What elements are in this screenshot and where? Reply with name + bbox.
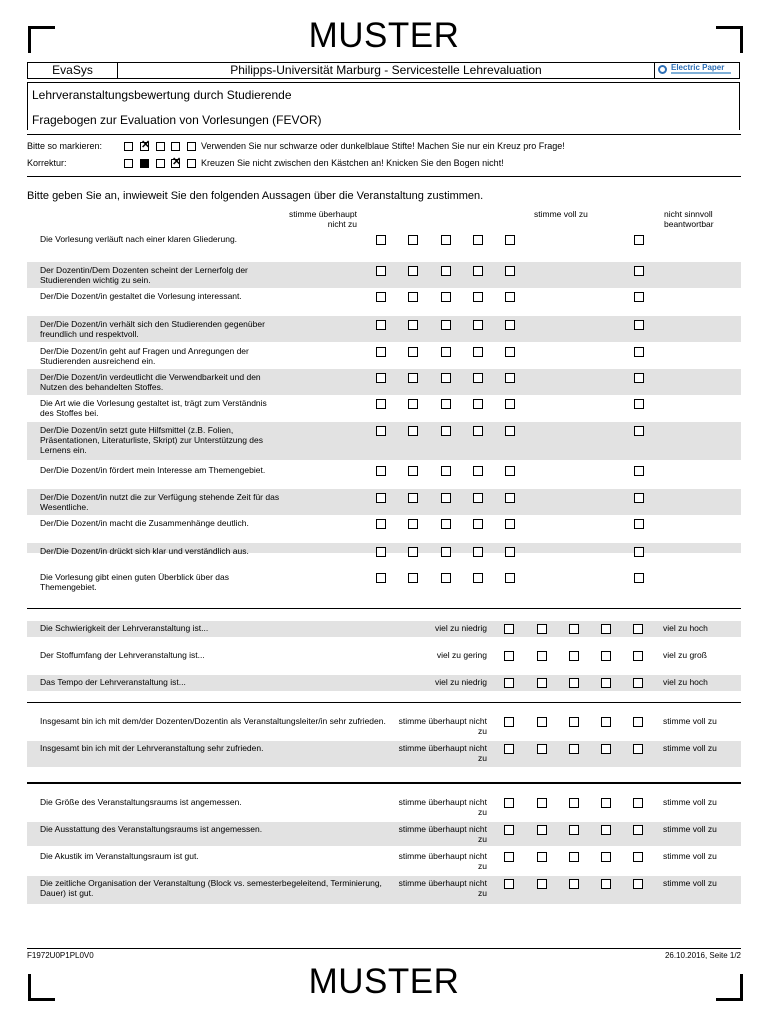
rating-checkbox-4[interactable]: [473, 235, 483, 245]
scale-checkbox-2[interactable]: [537, 825, 547, 835]
question-row: [27, 231, 741, 253]
scale-left-label: stimme überhaupt nicht zu: [398, 824, 487, 844]
not-applicable-checkbox[interactable]: [634, 426, 644, 436]
scale-checkbox-4[interactable]: [601, 852, 611, 862]
scale-right-label: stimme voll zu: [663, 797, 717, 807]
rating-checkbox-2[interactable]: [408, 320, 418, 330]
scale-checkbox-4[interactable]: [601, 717, 611, 727]
scale-checkbox-2[interactable]: [537, 798, 547, 808]
rating-checkbox-5[interactable]: [505, 519, 515, 529]
scale-checkbox-1[interactable]: [504, 678, 514, 688]
scale-checkbox-2[interactable]: [537, 744, 547, 754]
scale-checkbox-1[interactable]: [504, 798, 514, 808]
electric-paper-logo: [655, 63, 739, 78]
scale-row: [27, 741, 741, 767]
rating-checkbox-1[interactable]: [376, 347, 386, 357]
question-row: [27, 543, 741, 556]
rating-checkbox-5[interactable]: [505, 493, 515, 503]
question-row: [27, 316, 741, 342]
scale-checkbox-5[interactable]: [633, 879, 643, 889]
not-applicable-checkbox[interactable]: [634, 466, 644, 476]
rating-checkbox-3[interactable]: [441, 519, 451, 529]
scale-checkbox-2[interactable]: [537, 717, 547, 727]
scale-checkbox-1[interactable]: [504, 825, 514, 835]
rating-checkbox-5[interactable]: [505, 399, 515, 409]
scale-checkbox-2[interactable]: [537, 624, 547, 634]
question-text: Der/Die Dozent/in setzt gute Hilfsmittel (z.B. Folien, Präsentationen, Literaturliste, Skript) zur Unterstützung des Lernens ein.: [40, 425, 263, 455]
scale-checkbox-3[interactable]: [569, 798, 579, 808]
not-applicable-checkbox[interactable]: [634, 320, 644, 330]
form-title: Lehrveranstaltungsbewertung durch Studierende: [32, 88, 292, 102]
not-applicable-checkbox[interactable]: [634, 235, 644, 245]
question-text: Der/Die Dozent/in verhält sich den Studierenden gegenüber freundlich und respektvoll.: [40, 319, 265, 339]
question-row: [27, 422, 741, 460]
rating-checkbox-3[interactable]: [441, 235, 451, 245]
rating-checkbox-4[interactable]: [473, 493, 483, 503]
watermark-bottom: MUSTER: [308, 962, 460, 1001]
scale-checkbox-4[interactable]: [601, 744, 611, 754]
scale-question-text: Die Akustik im Veranstaltungsraum ist gut.: [40, 851, 199, 861]
scale-checkbox-1[interactable]: [504, 879, 514, 889]
not-applicable-checkbox[interactable]: [634, 292, 644, 302]
scale-checkbox-4[interactable]: [601, 798, 611, 808]
scale-checkbox-3[interactable]: [569, 717, 579, 727]
rating-checkbox-4[interactable]: [473, 347, 483, 357]
rating-checkbox-1[interactable]: [376, 266, 386, 276]
rating-checkbox-3[interactable]: [441, 466, 451, 476]
scale-left-label: viel zu niedrig: [435, 623, 487, 633]
scale-checkbox-5[interactable]: [633, 624, 643, 634]
scale-right-label: viel zu hoch: [663, 677, 708, 687]
rating-checkbox-5[interactable]: [505, 235, 515, 245]
header-bar: [27, 62, 740, 79]
rating-checkbox-4[interactable]: [473, 573, 483, 583]
scale-right-label: viel zu groß: [663, 650, 707, 660]
scale-right-label: viel zu hoch: [663, 623, 708, 633]
scale-question-text: Die Schwierigkeit der Lehrveranstaltung ist...: [40, 623, 209, 633]
scale-question-text: Insgesamt bin ich mit dem/der Dozenten/Dozentin als Veranstaltungsleiter/in sehr zufrieden.: [40, 716, 386, 726]
question-row: [27, 515, 741, 537]
rating-checkbox-2[interactable]: [408, 426, 418, 436]
rating-checkbox-1[interactable]: [376, 292, 386, 302]
rating-checkbox-3[interactable]: [441, 547, 451, 557]
scale-checkbox-1[interactable]: [504, 651, 514, 661]
watermark-top: MUSTER: [308, 16, 460, 55]
scale-left-label: stimme überhaupt nicht zu: [398, 743, 487, 763]
scale-checkbox-4[interactable]: [601, 678, 611, 688]
rating-checkbox-2[interactable]: [408, 292, 418, 302]
scale-checkbox-2[interactable]: [537, 879, 547, 889]
scale-checkbox-2[interactable]: [537, 651, 547, 661]
scale-checkbox-2[interactable]: [537, 852, 547, 862]
not-applicable-checkbox[interactable]: [634, 547, 644, 557]
question-text: Die Vorlesung gibt einen guten Überblick über das Themengebiet.: [40, 572, 230, 592]
question-text: Der/Die Dozent/in geht auf Fragen und Anregungen der Studierenden ausreichend ein.: [40, 346, 249, 366]
rating-checkbox-1[interactable]: [376, 235, 386, 245]
system-name: EvaSys: [28, 63, 118, 78]
not-applicable-checkbox[interactable]: [634, 399, 644, 409]
scale-left-label: stimme überhaupt nicht zu: [398, 797, 487, 817]
not-applicable-checkbox[interactable]: [634, 347, 644, 357]
question-row: [27, 395, 741, 421]
scale-right-label: stimme voll zu: [663, 878, 717, 888]
mark-label: Bitte so markieren:: [27, 141, 103, 151]
rating-checkbox-4[interactable]: [473, 466, 483, 476]
scale-checkbox-4[interactable]: [601, 651, 611, 661]
rating-checkbox-4[interactable]: [473, 320, 483, 330]
rating-checkbox-4[interactable]: [473, 373, 483, 383]
scale-right-label: stimme voll zu: [663, 824, 717, 834]
rating-checkbox-5[interactable]: [505, 547, 515, 557]
rating-checkbox-5[interactable]: [505, 466, 515, 476]
rating-checkbox-2[interactable]: [408, 399, 418, 409]
scale-checkbox-4[interactable]: [601, 624, 611, 634]
question-text: Die Art wie die Vorlesung gestaltet ist, trägt zum Verständnis des Stoffes bei.: [40, 398, 267, 418]
scale-row: [27, 714, 741, 738]
correction-instruction: Kreuzen Sie nicht zwischen den Kästchen an! Knicken Sie den Bogen nicht!: [201, 158, 504, 168]
rating-checkbox-3[interactable]: [441, 426, 451, 436]
question-row: [27, 369, 741, 395]
rating-checkbox-2[interactable]: [408, 573, 418, 583]
correction-example-cross: ✕: [172, 156, 182, 168]
scale-checkbox-5[interactable]: [633, 744, 643, 754]
question-row: [27, 262, 741, 288]
scale-checkbox-3[interactable]: [569, 852, 579, 862]
scale-question-text: Insgesamt bin ich mit der Lehrveranstaltung sehr zufrieden.: [40, 743, 264, 753]
section1-intro: Bitte geben Sie an, inwieweit Sie den folgenden Aussagen über die Veranstaltung zustimmen.: [27, 190, 484, 202]
form-code: F1972U0P1PL0V0: [27, 951, 94, 960]
scale-checkbox-3[interactable]: [569, 678, 579, 688]
scale-checkbox-5[interactable]: [633, 798, 643, 808]
rating-checkbox-4[interactable]: [473, 426, 483, 436]
question-row: [27, 343, 741, 369]
rating-checkbox-3[interactable]: [441, 292, 451, 302]
rating-checkbox-2[interactable]: [408, 519, 418, 529]
rating-checkbox-2[interactable]: [408, 266, 418, 276]
rating-checkbox-3[interactable]: [441, 573, 451, 583]
scale-row: [27, 822, 741, 846]
rating-checkbox-4[interactable]: [473, 547, 483, 557]
scale-checkbox-1[interactable]: [504, 852, 514, 862]
rating-checkbox-1[interactable]: [376, 320, 386, 330]
scale-row: [27, 675, 741, 691]
rating-checkbox-2[interactable]: [408, 547, 418, 557]
question-text: Der/Die Dozent/in macht die Zusammenhänge deutlich.: [40, 518, 249, 528]
rating-checkbox-3[interactable]: [441, 266, 451, 276]
question-row: [27, 462, 741, 488]
rating-checkbox-1[interactable]: [376, 547, 386, 557]
scale-checkbox-3[interactable]: [569, 651, 579, 661]
date-page: 26.10.2016, Seite 1/2: [664, 951, 741, 960]
scale-checkbox-3[interactable]: [569, 744, 579, 754]
col-header-left: stimme überhaupt nicht zu: [288, 209, 357, 229]
scale-question-text: Die Ausstattung des Veranstaltungsraums ist angemessen.: [40, 824, 263, 834]
scale-right-label: stimme voll zu: [663, 851, 717, 861]
scale-checkbox-3[interactable]: [569, 624, 579, 634]
rating-checkbox-5[interactable]: [505, 266, 515, 276]
scale-left-label: viel zu niedrig: [435, 677, 487, 687]
not-applicable-checkbox[interactable]: [634, 493, 644, 503]
correction-label: Korrektur:: [27, 158, 67, 168]
rating-checkbox-4[interactable]: [473, 266, 483, 276]
scale-checkbox-5[interactable]: [633, 651, 643, 661]
rating-checkbox-5[interactable]: [505, 292, 515, 302]
scale-row: [27, 876, 741, 904]
scale-checkbox-3[interactable]: [569, 879, 579, 889]
rating-checkbox-1[interactable]: [376, 466, 386, 476]
rating-checkbox-4[interactable]: [473, 292, 483, 302]
not-applicable-checkbox[interactable]: [634, 266, 644, 276]
form-subtitle: Fragebogen zur Evaluation von Vorlesungen (FEVOR): [32, 113, 322, 127]
rating-checkbox-3[interactable]: [441, 373, 451, 383]
rating-checkbox-3[interactable]: [441, 347, 451, 357]
scale-left-label: viel zu gering: [436, 650, 487, 660]
not-applicable-checkbox[interactable]: [634, 519, 644, 529]
rating-checkbox-3[interactable]: [441, 493, 451, 503]
question-text: Der Dozentin/Dem Dozenten scheint der Lernerfolg der Studierenden wichtig zu sein.: [40, 265, 248, 285]
rating-checkbox-5[interactable]: [505, 347, 515, 357]
rating-checkbox-1[interactable]: [376, 573, 386, 583]
logo-text: Electric Paper: [671, 63, 725, 72]
question-text: Der/Die Dozent/in gestaltet die Vorlesung interessant.: [40, 291, 242, 301]
rating-checkbox-1[interactable]: [376, 373, 386, 383]
scale-left-label: stimme überhaupt nicht zu: [398, 851, 487, 871]
scale-checkbox-2[interactable]: [537, 678, 547, 688]
scale-question-text: Der Stoffumfang der Lehrveranstaltung ist...: [40, 650, 205, 660]
question-text: Der/Die Dozent/in fördert mein Interesse am Themengebiet.: [40, 465, 266, 475]
rating-checkbox-2[interactable]: [408, 347, 418, 357]
scale-checkbox-4[interactable]: [601, 879, 611, 889]
rating-checkbox-1[interactable]: [376, 493, 386, 503]
rating-checkbox-2[interactable]: [408, 373, 418, 383]
scale-checkbox-1[interactable]: [504, 624, 514, 634]
rating-checkbox-5[interactable]: [505, 573, 515, 583]
col-header-na: nicht sinnvoll beantwortbar: [664, 209, 714, 229]
question-text: Der/Die Dozent/in verdeutlicht die Verwendbarkeit und den Nutzen des behandelten Stoffes.: [40, 372, 261, 392]
rating-checkbox-2[interactable]: [408, 235, 418, 245]
rating-checkbox-1[interactable]: [376, 519, 386, 529]
scale-row: [27, 648, 741, 664]
question-row: [27, 489, 741, 515]
scale-checkbox-5[interactable]: [633, 852, 643, 862]
scale-left-label: stimme überhaupt nicht zu: [398, 716, 487, 736]
scale-row: [27, 849, 741, 873]
question-text: Die Vorlesung verläuft nach einer klaren Gliederung.: [40, 234, 238, 244]
scale-checkbox-5[interactable]: [633, 717, 643, 727]
correction-example-filled: [140, 159, 149, 168]
rating-checkbox-4[interactable]: [473, 399, 483, 409]
question-text: Der/Die Dozent/in drückt sich klar und verständlich aus.: [40, 546, 249, 556]
scale-right-label: stimme voll zu: [663, 716, 717, 726]
institution-name: Philipps-Universität Marburg - Servicestelle Lehrevaluation: [118, 63, 655, 78]
scale-checkbox-3[interactable]: [569, 825, 579, 835]
question-text: Der/Die Dozent/in nutzt die zur Verfügung stehende Zeit für das Wesentliche.: [40, 492, 280, 512]
rating-checkbox-3[interactable]: [441, 399, 451, 409]
scale-checkbox-5[interactable]: [633, 678, 643, 688]
col-header-right: stimme voll zu: [534, 209, 588, 219]
scale-question-text: Das Tempo der Lehrveranstaltung ist...: [40, 677, 186, 687]
scale-checkbox-1[interactable]: [504, 744, 514, 754]
scale-row: [27, 795, 741, 819]
scale-question-text: Die zeitliche Organisation der Veranstaltung (Block vs. semesterbegeleitend, Terminierung, Dauer) ist gut.: [40, 878, 382, 898]
rating-checkbox-1[interactable]: [376, 426, 386, 436]
mark-example-cross: ✕: [141, 139, 151, 151]
rating-checkbox-3[interactable]: [441, 320, 451, 330]
mark-instruction: Verwenden Sie nur schwarze oder dunkelblaue Stifte! Machen Sie nur ein Kreuz pro Frage!: [201, 141, 565, 151]
rating-checkbox-5[interactable]: [505, 426, 515, 436]
rating-checkbox-1[interactable]: [376, 399, 386, 409]
rating-checkbox-4[interactable]: [473, 519, 483, 529]
scale-left-label: stimme überhaupt nicht zu: [398, 878, 487, 898]
question-row: [27, 569, 741, 595]
scale-checkbox-1[interactable]: [504, 717, 514, 727]
rating-checkbox-2[interactable]: [408, 466, 418, 476]
rating-checkbox-2[interactable]: [408, 493, 418, 503]
question-row: [27, 288, 741, 310]
not-applicable-checkbox[interactable]: [634, 573, 644, 583]
scale-right-label: stimme voll zu: [663, 743, 717, 753]
rating-checkbox-5[interactable]: [505, 320, 515, 330]
scale-question-text: Die Größe des Veranstaltungsraums ist angemessen.: [40, 797, 242, 807]
logo-circle-icon: [658, 65, 667, 74]
scale-checkbox-5[interactable]: [633, 825, 643, 835]
scale-row: [27, 621, 741, 637]
not-applicable-checkbox[interactable]: [634, 373, 644, 383]
rating-checkbox-5[interactable]: [505, 373, 515, 383]
scale-checkbox-4[interactable]: [601, 825, 611, 835]
title-box: [27, 82, 740, 130]
